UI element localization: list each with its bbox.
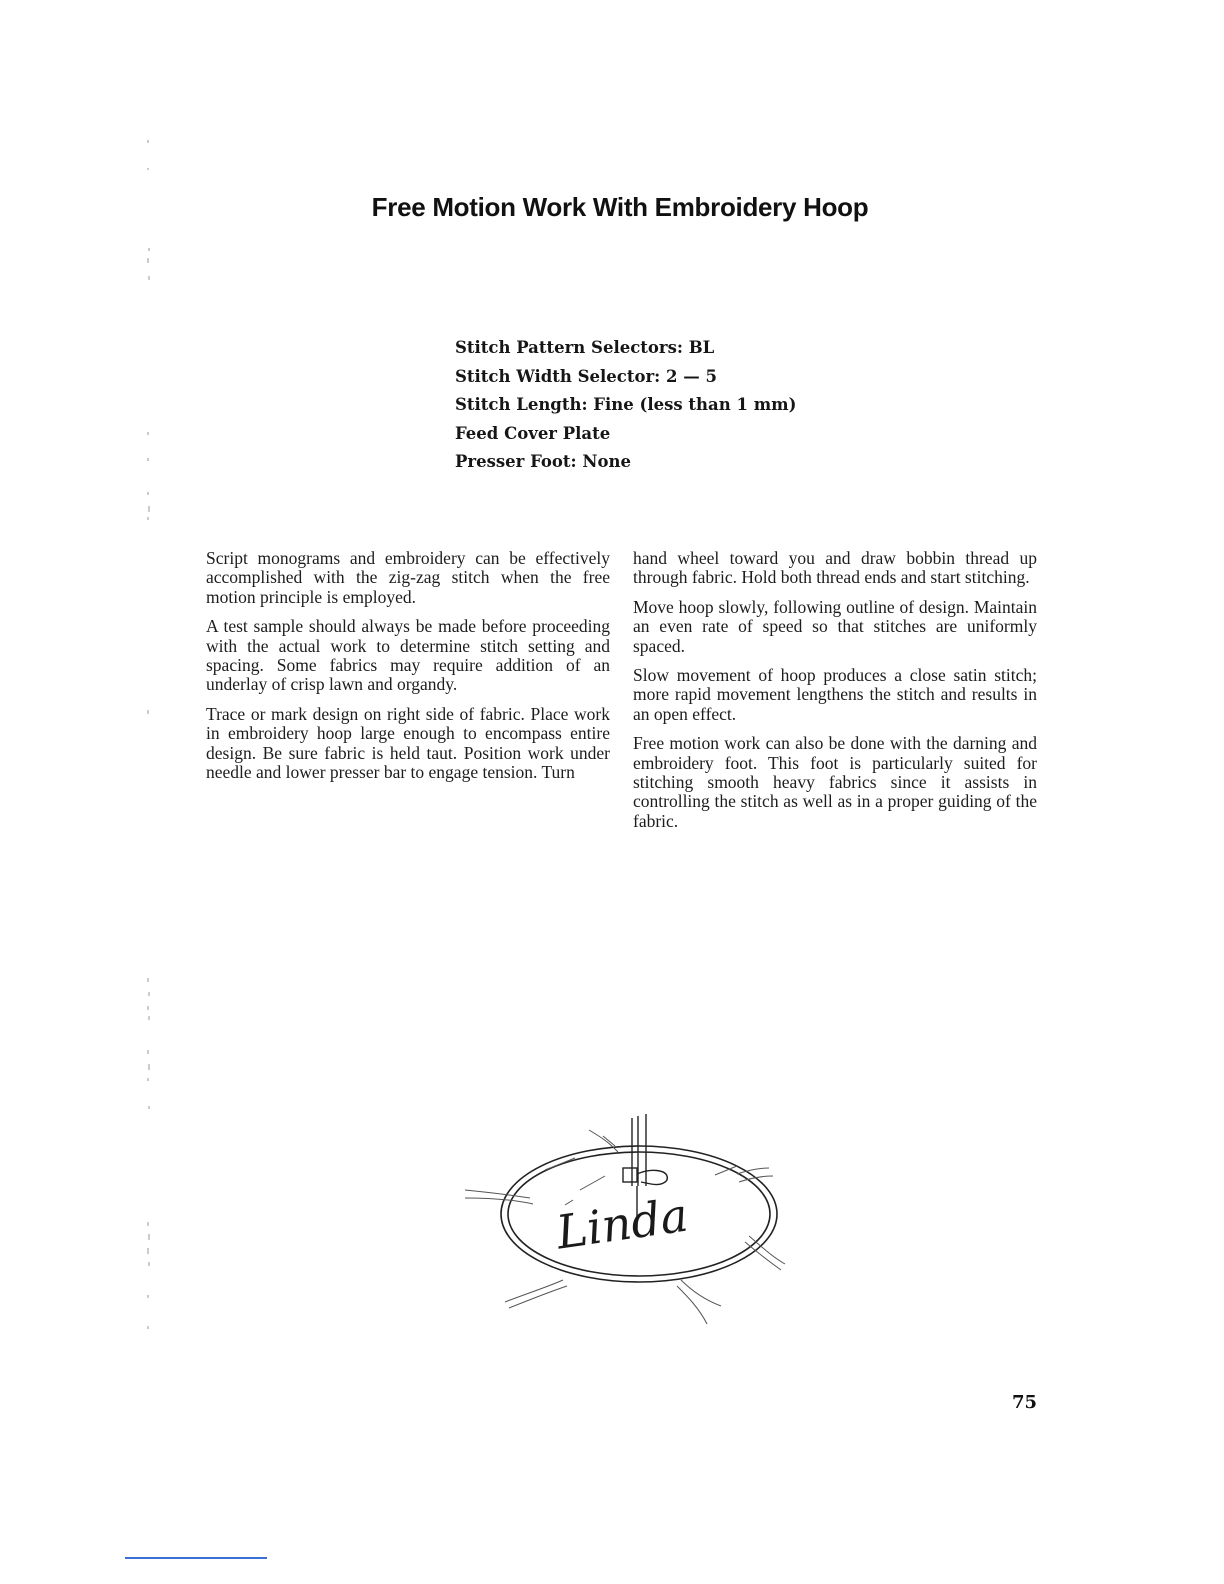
linda-script: Linda xyxy=(553,1187,692,1260)
paragraph: Move hoop slowly, following outline of design. Maintain an even rate of speed so that stitches are uniformly spaced. xyxy=(633,596,1037,656)
paragraph: Free motion work can also be done with the darning and embroidery foot. This foot is particularly suited for stitching smooth heavy fabrics since it assists in controlling the stitch as well as in a proper guiding of the fabric. xyxy=(633,733,1037,831)
paragraph: A test sample should always be made before proceeding with the actual work to determine stitch setting and spacing. Some fabrics may require addition of an underlay of crisp lawn and organdy. xyxy=(206,616,610,695)
settings-list xyxy=(455,334,796,477)
setting-stitch-length: Stitch Length: Fine (less than 1 mm) xyxy=(455,395,797,415)
paragraph: hand wheel toward you and draw bobbin thread up through fabric. Hold both thread ends and start stitching. xyxy=(633,548,1037,588)
embroidery-hoop-illustration xyxy=(455,1110,795,1330)
page-number: 75 xyxy=(1012,1392,1038,1413)
scan-marks xyxy=(140,130,160,1350)
paragraph: Slow movement of hoop produces a close satin stitch; more rapid movement lengthens the stitch and results in an open effect. xyxy=(633,665,1037,724)
setting-presser-foot: Presser Foot: None xyxy=(455,452,631,472)
left-column xyxy=(206,549,610,792)
right-column xyxy=(633,549,1037,841)
setting-stitch-width: Stitch Width Selector: 2 — 5 xyxy=(455,366,717,386)
setting-stitch-pattern: Stitch Pattern Selectors: BL xyxy=(455,338,715,357)
paragraph: Trace or mark design on right side of fabric. Place work in embroidery hoop large enough to encompass entire design. Be sure fabric is held taut. Position work under needle and lower presser bar to engage tension. Turn xyxy=(206,703,610,783)
page-title: Free Motion Work With Embroidery Hoop xyxy=(371,192,869,222)
paragraph: Script monograms and embroidery can be effectively accomplished with the zig-zag stitch when the free motion principle is employed. xyxy=(206,548,610,607)
footer-rule xyxy=(125,1557,267,1559)
setting-feed-cover: Feed Cover Plate xyxy=(455,423,611,443)
